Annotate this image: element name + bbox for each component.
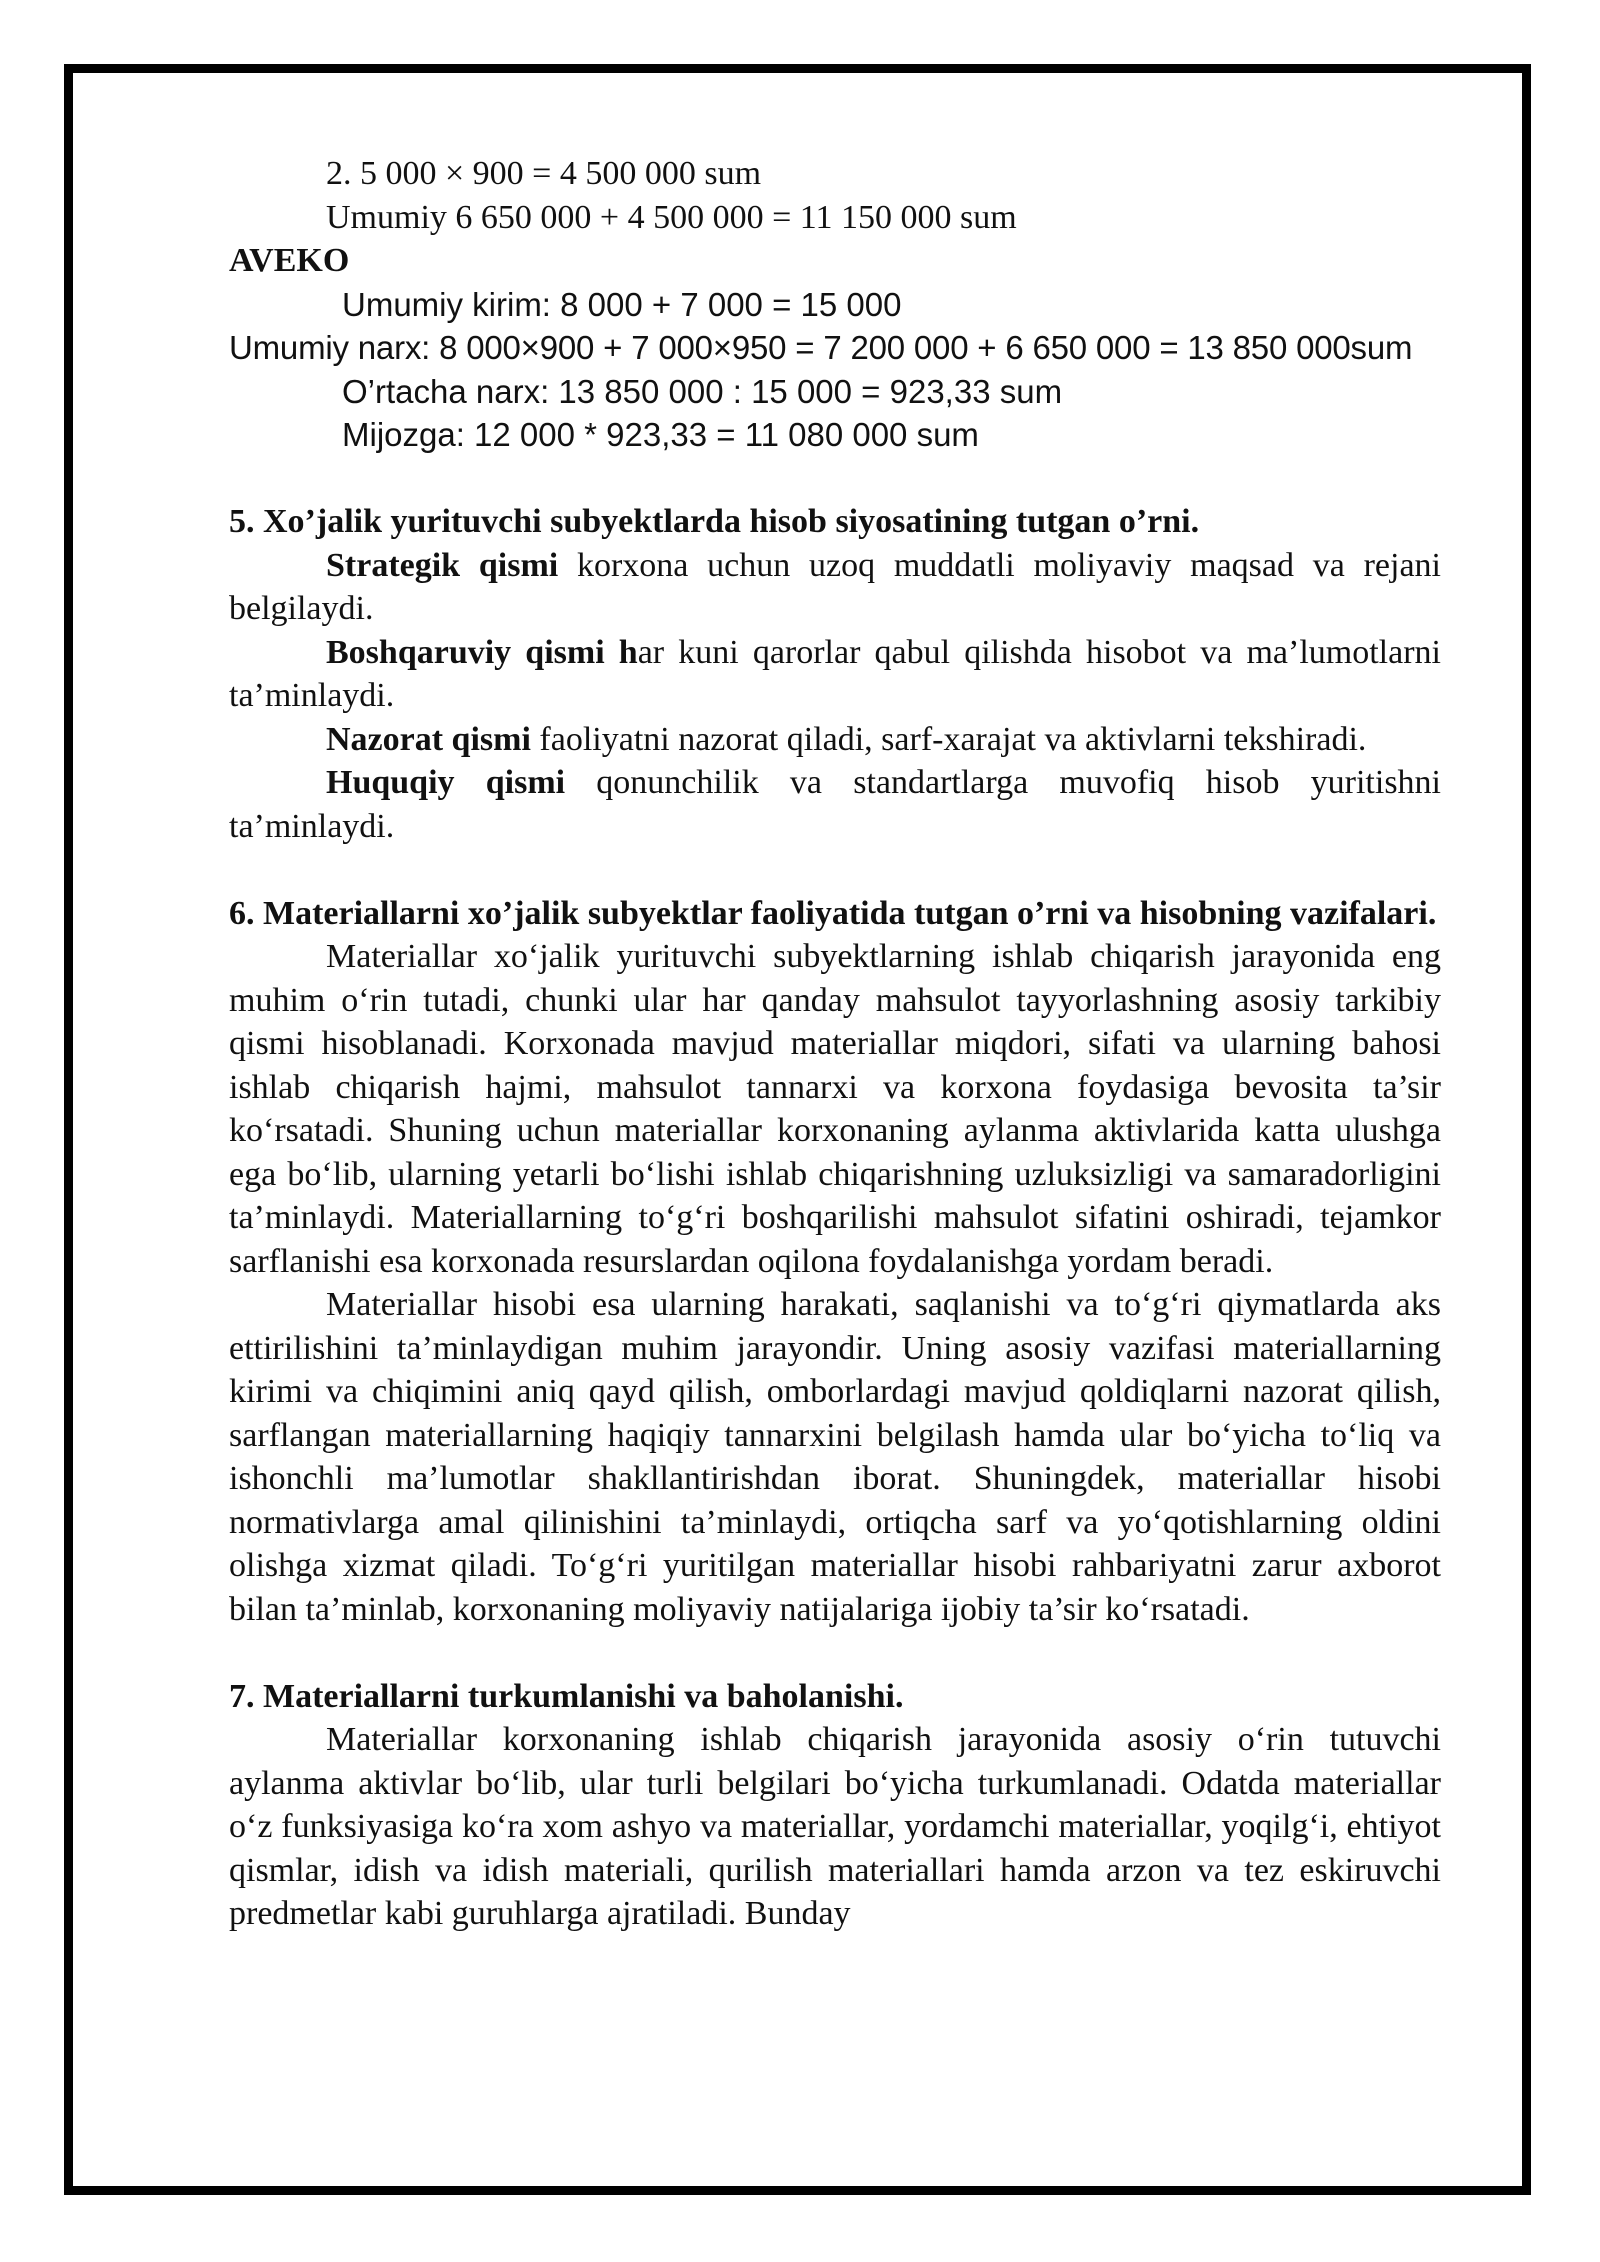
term-huquqiy: Huquqiy qismi: [326, 764, 566, 801]
document-body: [229, 152, 1441, 1936]
text-strategik: korxona uchun uzoq muddatli moliyaviy maqsad va rejani belgilaydi.: [229, 546, 1441, 627]
calc-line-2: Umumiy 6 650 000 + 4 500 000 = 11 150 000 sum: [326, 198, 1017, 236]
aveko-title: AVEKO: [229, 242, 350, 279]
aveko-ortacha: O’rtacha narx: 13 850 000 : 15 000 = 923,33 sum: [342, 372, 1063, 410]
spacer: [229, 848, 1441, 892]
section-6-heading: 6. Materiallarni xo’jalik subyektlar faoliyatida tutgan o’rni va hisobning vazifalari.: [229, 894, 1437, 932]
section-5-item-boshqaruviy: [229, 631, 1441, 718]
section-6-paragraph-2: Materiallar hisobi esa ularning harakati, saqlanishi va to‘g‘ri qiymatlarda aks ettirilishini ta’minlaydigan muhim jarayondir. Uning asosiy vazifasi materiallarning kirimi va chiqimini aniq qayd qilish, omborlardagi mavjud qoldiqlarni nazorat qilish, sarflangan materiallarning haqiqiy tannarxini belgilash hamda ular bo‘yicha to‘liq va ishonchli ma’lumotlar shakllantirishdan iborat. Shuningdek, materiallar hisobi normativlarga amal qilinishini ta’minlaydi, ortiqcha sarf va yo‘qotishlarning oldini olishga xizmat qiladi. To‘g‘ri yuritilgan materiallar hisobi rahbariyatni zarur axborot bilan ta’minlab, korxonaning moliyaviy natijalariga ijobiy ta’sir ko‘rsatadi.: [229, 1286, 1441, 1628]
term-strategik: Strategik qismi: [326, 546, 559, 584]
spacer: [229, 1631, 1441, 1675]
text-nazorat: faoliyatni nazorat qiladi, sarf-xarajat va aktivlarni tekshiradi.: [530, 720, 1367, 758]
section-5-item-nazorat: [229, 718, 1441, 762]
section-5-item-huquqiy: [229, 761, 1441, 848]
section-6-paragraph-1: Materiallar xo‘jalik yurituvchi subyektlarning ishlab chiqarish jarayonida eng muhim o‘rin tutadi, chunki ular har qanday mahsulot tayyorlashning asosiy tarkibiy qismi hisoblanadi. Korxonada mavjud materiallar miqdori, sifati va ularning bahosi ishlab chiqarish hajmi, mahsulot tannarxi va korxona foydasiga bevosita ta’sir ko‘rsatadi. Shuning uchun materiallar korxonaning aylanma aktivlarida katta ulushga ega bo‘lib, ularning yetarli bo‘lishi ishlab chiqarishning uzluksizligi va samaradorligini ta’minlaydi. Materiallarning to‘g‘ri boshqarilishi mahsulot sifatini oshiradi, tejamkor sarflanishi esa korxonada resurslardan oqilona foydalanishga yordam beradi.: [229, 938, 1441, 1280]
aveko-kirim: Umumiy kirim: 8 000 + 7 000 = 15 000: [342, 285, 902, 323]
section-5-item-strategik: [229, 544, 1441, 631]
section-7-heading: 7. Materiallarni turkumlanishi va baholanishi.: [229, 1677, 904, 1715]
calc-line-1: 2. 5 000 × 900 = 4 500 000 sum: [326, 155, 762, 192]
section-7-paragraph-1: Materiallar korxonaning ishlab chiqarish jarayonida asosiy o‘rin tutuvchi aylanma aktivlar bo‘lib, ular turli belgilari bo‘yicha turkumlanadi. Odatda materiallar o‘z funksiyasiga ko‘ra xom ashyo va materiallar, yordamchi materiallar, yoqilg‘i, ehtiyot qismlar, idish va idish materiali, qurilish materiallari hamda arzon va tez eskiruvchi predmetlar kabi guruhlarga ajratiladi. Bunday: [229, 1721, 1441, 1932]
text-boshqaruviy: ar kuni qarorlar qabul qilishda hisobot va ma’lumotlarni ta’minlaydi.: [229, 633, 1441, 714]
section-5-heading: 5. Xo’jalik yurituvchi subyektlarda hisob siyosatining tutgan o’rni.: [229, 503, 1200, 540]
term-nazorat: Nazorat qismi: [326, 720, 531, 758]
term-boshqaruviy: Boshqaruviy qismi h: [326, 633, 638, 671]
text-huquqiy: qonunchilik va standartlarga muvofiq hisob yuritishni ta’minlaydi.: [229, 764, 1442, 845]
aveko-mijoz: Mijozga: 12 000 * 923,33 = 11 080 000 sum: [342, 416, 979, 453]
aveko-narx: Umumiy narx: 8 000×900 + 7 000×950 = 7 200 000 + 6 650 000 = 13 850 000sum: [229, 329, 1413, 366]
spacer: [229, 457, 1441, 501]
